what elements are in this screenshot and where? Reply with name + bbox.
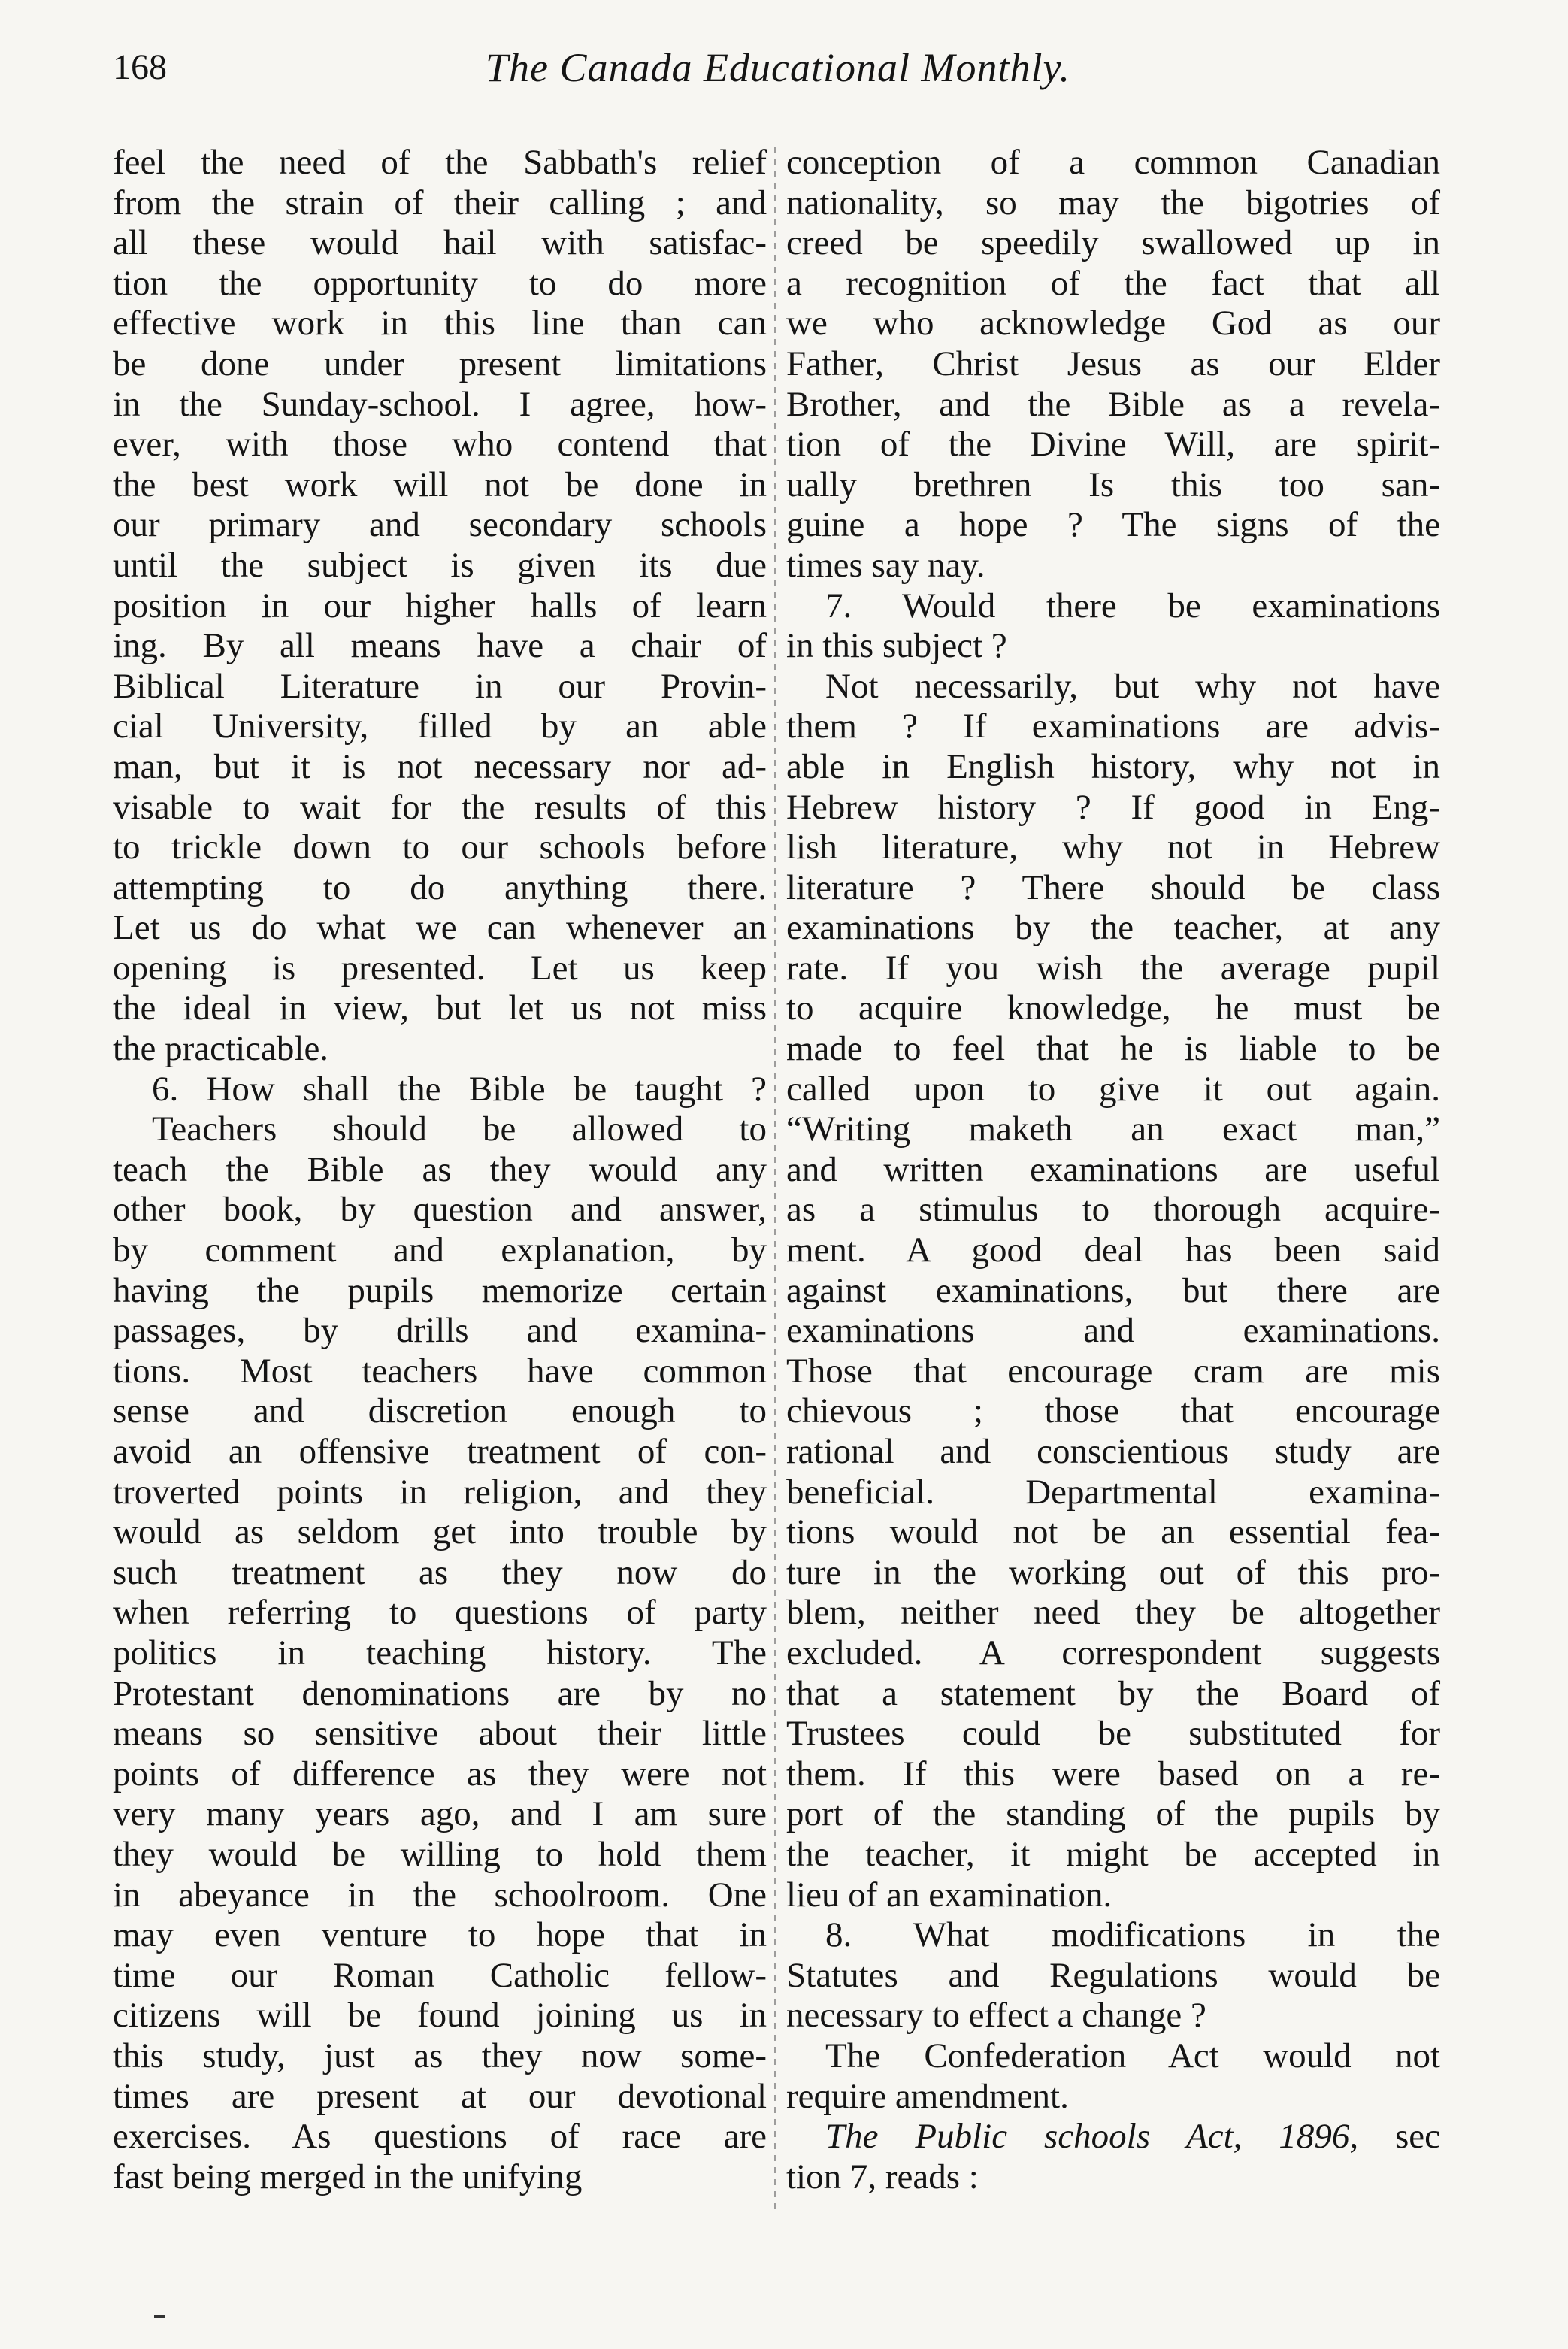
text-line: in this subject ?: [786, 626, 1007, 666]
text-line: visable to wait for the results of this: [113, 787, 767, 827]
text-line: Trustees could be substituted for: [786, 1714, 1440, 1754]
text-line: nationality, so may the bigotries of: [786, 183, 1440, 222]
text-line: Hebrew history ? If good in Eng-: [786, 787, 1440, 827]
text-line: in abeyance in the schoolroom. One: [113, 1875, 767, 1915]
text-line: literature ? There should be class: [786, 867, 1440, 907]
text-line: be done under present limitations: [113, 344, 767, 383]
text-line: made to feel that he is liable to be: [786, 1029, 1440, 1069]
text-line: from the strain of their calling ; and: [113, 183, 767, 222]
text-line: would as seldom get into trouble by: [113, 1512, 767, 1552]
text-line: that a statement by the Board of: [786, 1673, 1440, 1713]
text-line: in the Sunday-school. I agree, how-: [113, 384, 767, 424]
text-line: feel the need of the Sabbath's relief: [113, 143, 767, 182]
page-number: 168: [113, 47, 167, 87]
text-line: creed be speedily swallowed up in: [786, 223, 1440, 263]
text-line: having the pupils memorize certain: [113, 1270, 767, 1310]
section-ref: , sec: [1349, 2117, 1441, 2157]
text-line: by comment and explanation, by: [113, 1231, 767, 1270]
text-line: examinations by the teacher, at any: [786, 908, 1440, 948]
text-line: avoid an offensive treatment of con-: [113, 1432, 767, 1471]
text-line: position in our higher halls of learn: [113, 586, 767, 625]
text-line: able in English history, why not in: [786, 746, 1440, 786]
text-line: chievous ; those that encourage: [786, 1391, 1440, 1431]
column-divider: [774, 147, 776, 2214]
text-line: ment. A good deal has been said: [786, 1231, 1440, 1270]
text-line: Let us do what we can whenever an: [113, 908, 767, 948]
text-line: rate. If you wish the average pupil: [786, 948, 1440, 988]
text-line: to acquire knowledge, he must be: [786, 988, 1440, 1028]
text-line: examinations and examinations.: [786, 1311, 1440, 1351]
text-line: tion the opportunity to do more: [113, 263, 767, 303]
text-line: passages, by drills and examina-: [113, 1311, 767, 1351]
text-line: the practicable.: [113, 1029, 329, 1069]
text-line: this study, just as they now some-: [113, 2036, 767, 2075]
text-line: called upon to give it out again.: [786, 1069, 1440, 1109]
text-line: ture in the working out of this pro-: [786, 1552, 1440, 1592]
text-line: times are present at our devotional: [113, 2076, 767, 2116]
text-line: them. If this were based on a re-: [786, 1754, 1440, 1794]
text-line: as a stimulus to thorough acquire-: [786, 1190, 1440, 1230]
text-line: blem, neither need they be altogether: [786, 1593, 1440, 1633]
text-line: Biblical Literature in our Provin-: [113, 666, 767, 706]
text-line: [786, 2117, 1440, 2157]
text-line: fast being merged in the unifying: [113, 2157, 583, 2196]
text-line: necessary to effect a change ?: [786, 1996, 1206, 2036]
text-line: our primary and secondary schools: [113, 505, 767, 545]
text-line: teach the Bible as they would any: [113, 1149, 767, 1189]
text-line: they would be willing to hold them: [113, 1834, 767, 1874]
text-line: and written examinations are useful: [786, 1149, 1440, 1189]
printer-mark: [154, 2315, 165, 2318]
text-line: port of the standing of the pupils by: [786, 1794, 1440, 1834]
text-line: ing. By all means have a chair of: [113, 626, 767, 666]
text-line: rational and conscientious study are: [786, 1432, 1440, 1471]
text-line: Not necessarily, but why not have: [825, 666, 1440, 706]
text-line: we who acknowledge God as our: [786, 304, 1440, 344]
text-line: troverted points in religion, and they: [113, 1472, 767, 1512]
text-line: tion 7, reads :: [786, 2157, 979, 2196]
text-line: against examinations, but there are: [786, 1270, 1440, 1310]
text-line: 6. How shall the Bible be taught ?: [152, 1069, 767, 1109]
text-line: opening is presented. Let us keep: [113, 948, 767, 988]
text-line: ually brethren Is this too san-: [786, 465, 1440, 504]
text-line: the best work will not be done in: [113, 465, 767, 504]
text-line: man, but it is not necessary nor ad-: [113, 746, 767, 786]
text-line: politics in teaching history. The: [113, 1633, 767, 1672]
text-line: tions would not be an essential fea-: [786, 1512, 1440, 1552]
text-line: points of difference as they were not: [113, 1754, 767, 1794]
text-line: such treatment as they now do: [113, 1552, 767, 1592]
text-line: Father, Christ Jesus as our Elder: [786, 344, 1440, 383]
text-line: very many years ago, and I am sure: [113, 1794, 767, 1834]
text-line: Teachers should be allowed to: [152, 1109, 767, 1149]
page-header: [113, 45, 1443, 105]
text-line: means so sensitive about their little: [113, 1714, 767, 1754]
text-line: Brother, and the Bible as a revela-: [786, 384, 1440, 424]
text-line: sense and discretion enough to: [113, 1391, 767, 1431]
text-line: lieu of an examination.: [786, 1875, 1112, 1915]
text-line: 7. Would there be examinations: [825, 586, 1440, 625]
text-line: beneficial. Departmental examina-: [786, 1472, 1440, 1512]
text-line: The Confederation Act would not: [825, 2036, 1440, 2075]
text-line: exercises. As questions of race are: [113, 2117, 767, 2157]
left-text-column: [113, 143, 767, 2197]
text-line: times say nay.: [786, 545, 985, 585]
text-line: until the subject is given its due: [113, 545, 767, 585]
text-line: the ideal in view, but let us not miss: [113, 988, 767, 1028]
running-title: The Canada Educational Monthly.: [486, 45, 1070, 90]
text-line: all these would hail with satisfac-: [113, 223, 767, 263]
text-line: tion of the Divine Will, are spirit-: [786, 425, 1440, 465]
text-line: the teacher, it might be accepted in: [786, 1834, 1440, 1874]
text-line: require amendment.: [786, 2076, 1069, 2116]
text-line: attempting to do anything there.: [113, 867, 767, 907]
text-line: conception of a common Canadian: [786, 143, 1440, 182]
text-line: 8. What modifications in the: [825, 1915, 1440, 1955]
text-line: Statutes and Regulations would be: [786, 1955, 1440, 1995]
right-text-column: [786, 143, 1440, 2197]
text-line: when referring to questions of party: [113, 1593, 767, 1633]
text-line: lish literature, why not in Hebrew: [786, 828, 1440, 867]
text-line: ever, with those who contend that: [113, 425, 767, 465]
text-line: citizens will be found joining us in: [113, 1996, 767, 2036]
text-line: effective work in this line than can: [113, 304, 767, 344]
text-line: guine a hope ? The signs of the: [786, 505, 1440, 545]
text-line: Those that encourage cram are mis: [786, 1351, 1440, 1391]
text-line: time our Roman Catholic fellow-: [113, 1955, 767, 1995]
text-line: to trickle down to our schools before: [113, 828, 767, 867]
text-line: may even venture to hope that in: [113, 1915, 767, 1955]
text-line: “Writing maketh an exact man,”: [786, 1109, 1440, 1149]
act-title: The Public schools Act, 1896: [825, 2117, 1350, 2157]
text-line: tions. Most teachers have common: [113, 1351, 767, 1391]
text-line: cial University, filled by an able: [113, 707, 767, 746]
text-line: Protestant denominations are by no: [113, 1673, 767, 1713]
text-line: other book, by question and answer,: [113, 1190, 767, 1230]
text-line: them ? If examinations are advis-: [786, 707, 1440, 746]
text-line: excluded. A correspondent suggests: [786, 1633, 1440, 1672]
text-line: a recognition of the fact that all: [786, 263, 1440, 303]
